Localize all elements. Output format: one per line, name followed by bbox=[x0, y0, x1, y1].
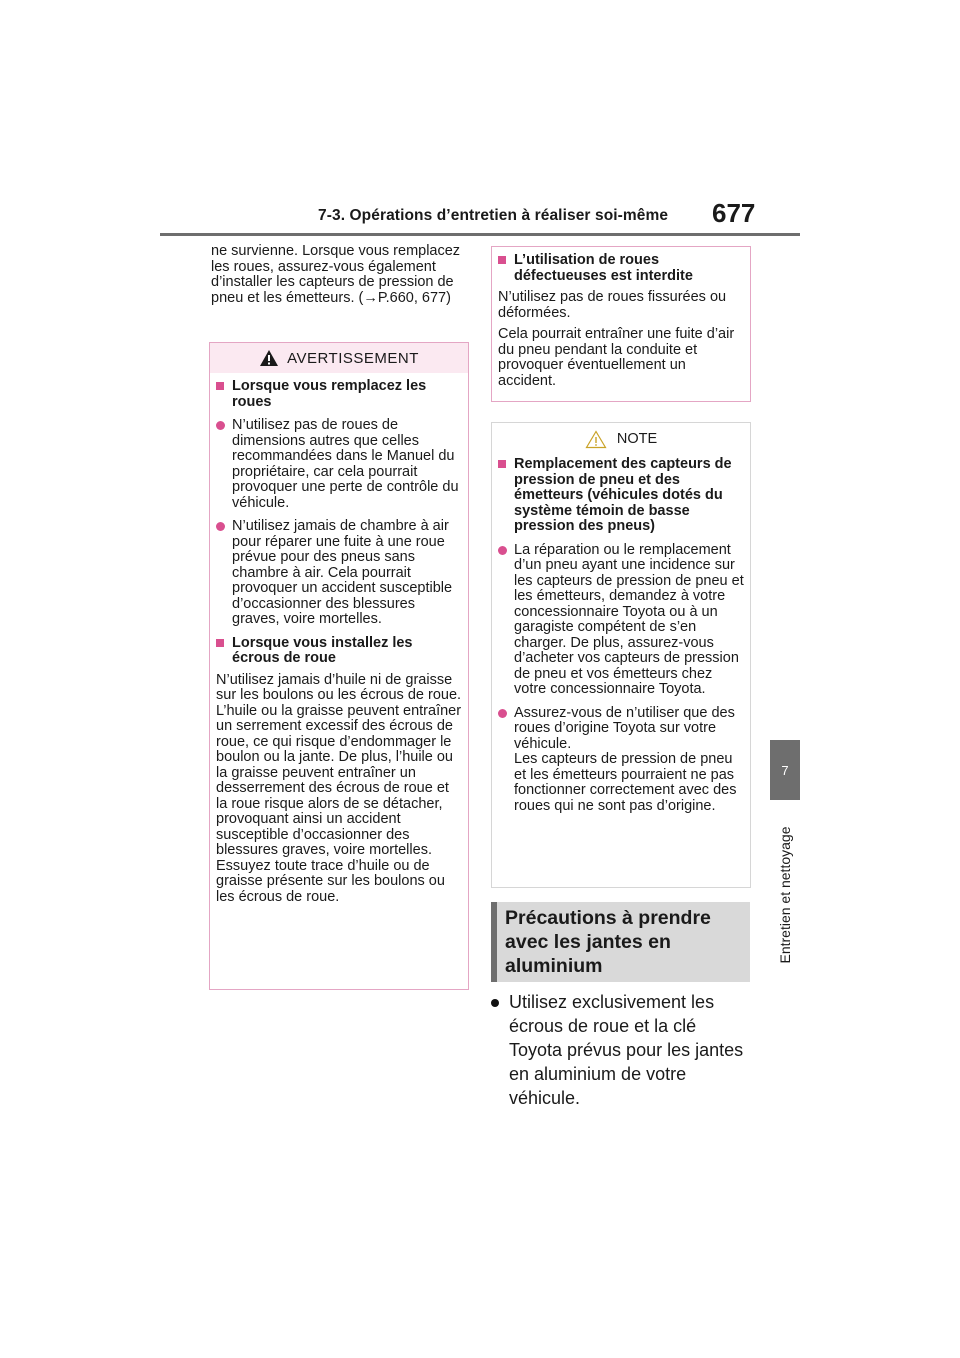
warning-bullet: N’utilisez jamais de chambre à air pour réparer une fuite à une roue prévue pour des pneus sans chambre à air. Cela pourrait provoquer un accident susceptible d’occasionner des blessures graves, voire mortelles. bbox=[216, 519, 462, 628]
bullet-dot-icon bbox=[498, 546, 507, 555]
warning-paragraph: N’utilisez jamais d’huile ni de graisse sur les boulons ou les écrous de roue. L’huile ou la graisse peuvent entraîner un serrement excessif des écrous de roue, ce qui risque d’endommager le boulon ou la jante. De plus, l’huile ou la graisse peuvent entraîner un desserrement des écrous de roue et la roue risque alors de se détacher, provoquant ainsi un accident susceptible d’occasionner des blessures graves, voire mortelles. Essuyez toute trace d’huile ou de graisse présente sur les boulons ou les écrous de roue. bbox=[216, 671, 462, 905]
note-subheading: Remplacement des capteurs de pression de pneu et des émetteurs (véhicules dotés du système témoin de basse pression des pneus) bbox=[498, 457, 744, 535]
note-bullet: Assurez-vous de n’utiliser que des roues d’origine Toyota sur votre véhicule. Les capteurs de pression de pneu et les émetteurs pourraient ne pas fonctionner correctement avec des roues qui ne sont pas d’origine. bbox=[498, 706, 744, 815]
warning-bullet: N’utilisez pas de roues de dimensions autres que celles recommandées dans le Manuel du propriétaire, car cela pourrait provoquer une perte de contrôle du véhicule. bbox=[216, 418, 462, 511]
warning-title: AVERTISSEMENT bbox=[287, 349, 419, 367]
body-bullet bbox=[491, 990, 751, 1110]
bullet-dot-icon bbox=[498, 709, 507, 718]
chapter-tab-number: 7 bbox=[781, 762, 789, 778]
warning-subheading: L’utilisation de roues défectueuses est interdite bbox=[498, 253, 744, 284]
warning-subheading: Lorsque vous remplacez les roues bbox=[216, 379, 462, 410]
warning-triangle-icon bbox=[259, 349, 279, 367]
page-number: 677 bbox=[712, 198, 756, 228]
note-box bbox=[491, 422, 751, 888]
section-heading bbox=[491, 902, 750, 982]
square-bullet-icon bbox=[216, 382, 224, 390]
warning-box bbox=[209, 342, 469, 990]
warning-paragraph: Cela pourrait entraîner une fuite d’air du pneu pendant la conduite et provoquer éventuellement un accident. bbox=[498, 326, 735, 389]
body-bullet-text: Utilisez exclusivement les écrous de roue et la clé Toyota prévus pour les jantes en aluminium de votre véhicule. bbox=[509, 992, 744, 1108]
warning-subheading: Lorsque vous installez les écrous de roue bbox=[216, 636, 462, 667]
warning-continuation-box bbox=[491, 246, 751, 402]
chapter-side-label-text: Entretien et nettoyage bbox=[777, 826, 793, 964]
note-box-header bbox=[492, 423, 750, 455]
chapter-tab bbox=[770, 740, 800, 800]
square-bullet-icon bbox=[216, 639, 224, 647]
square-bullet-icon bbox=[498, 256, 506, 264]
chapter-title: 7-3. Opérations d’entretien à réaliser soi-même bbox=[318, 207, 669, 224]
section-heading-text: Précautions à prendre avec les jantes en aluminium bbox=[505, 907, 711, 977]
header-rule bbox=[160, 233, 800, 236]
bullet-dot-icon bbox=[216, 421, 225, 430]
section-heading-bar bbox=[491, 902, 497, 982]
bullet-dot-icon bbox=[216, 522, 225, 531]
note-bullet: La réparation ou le remplacement d’un pneu ayant une incidence sur les capteurs de pression de pneu et les émetteurs, demandez à votre concessionnaire Toyota ou à un garagiste compétent de s’en charger. De plus, assurez-vous d’acheter vos capteurs de pression de pneu et vos émetteurs chez votre concessionnaire Toyota. bbox=[498, 543, 744, 698]
warning-paragraph: N’utilisez pas de roues fissurées ou déformées. bbox=[498, 289, 727, 321]
note-title: NOTE bbox=[616, 431, 658, 447]
caution-triangle-outline-icon bbox=[585, 430, 607, 449]
bullet-dot-icon bbox=[491, 999, 499, 1007]
warning-box-header bbox=[210, 343, 468, 373]
intro-paragraph: ne survienne. Lorsque vous remplacez les roues, assurez-vous également d’installer les capteurs de pression de pneu et les émetteurs. (→P.660, 677) bbox=[211, 243, 461, 306]
chapter-side-label bbox=[770, 810, 800, 980]
square-bullet-icon bbox=[498, 460, 506, 468]
